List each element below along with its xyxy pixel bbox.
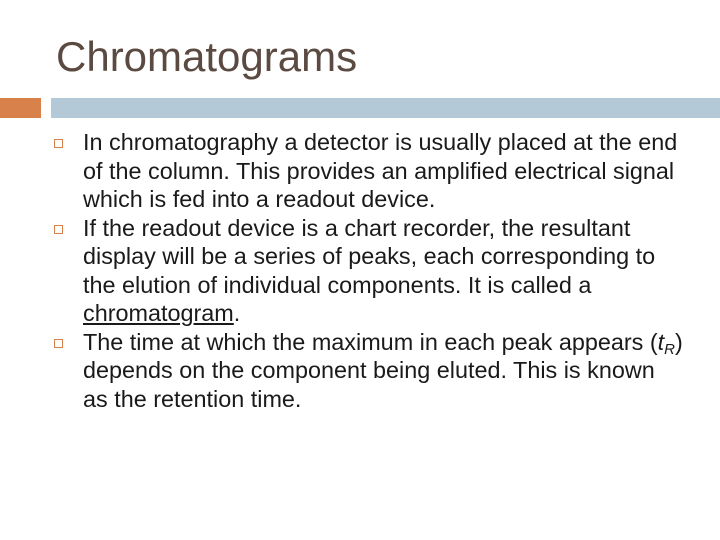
square-bullet-icon [54,139,63,148]
retention-time-subscript: R [664,340,675,358]
square-bullet-icon [54,339,63,348]
bullet-text: The time at which the maximum in each peak appears ( [83,328,658,355]
square-bullet-icon [54,225,63,234]
bullet-item-chart-recorder [54,214,684,328]
bullet-text: If the readout device is a chart recorder, the resultant display will be a series of peaks, each corresponding to the elution of individual components. It is called a [83,214,656,298]
bullet-item-detector [54,128,684,214]
slide-title: Chromatograms [56,33,358,80]
bullet-text: In chromatography a detector is usually placed at the end of the column. This provides an amplified electrical signal which is fed into a readout device. [83,129,678,212]
retention-time-symbol: t [657,328,665,355]
title-divider [0,98,720,118]
bullet-item-retention-time [54,328,684,414]
title-divider-accent [0,98,41,118]
chromatogram-term: chromatogram [83,300,234,326]
bullet-text-end: . [233,300,241,326]
bullet-text-end: ) depends on the component being eluted. This is known as the retention time. [83,328,683,412]
title-divider-bar [51,98,720,118]
bullet-list [54,128,684,413]
